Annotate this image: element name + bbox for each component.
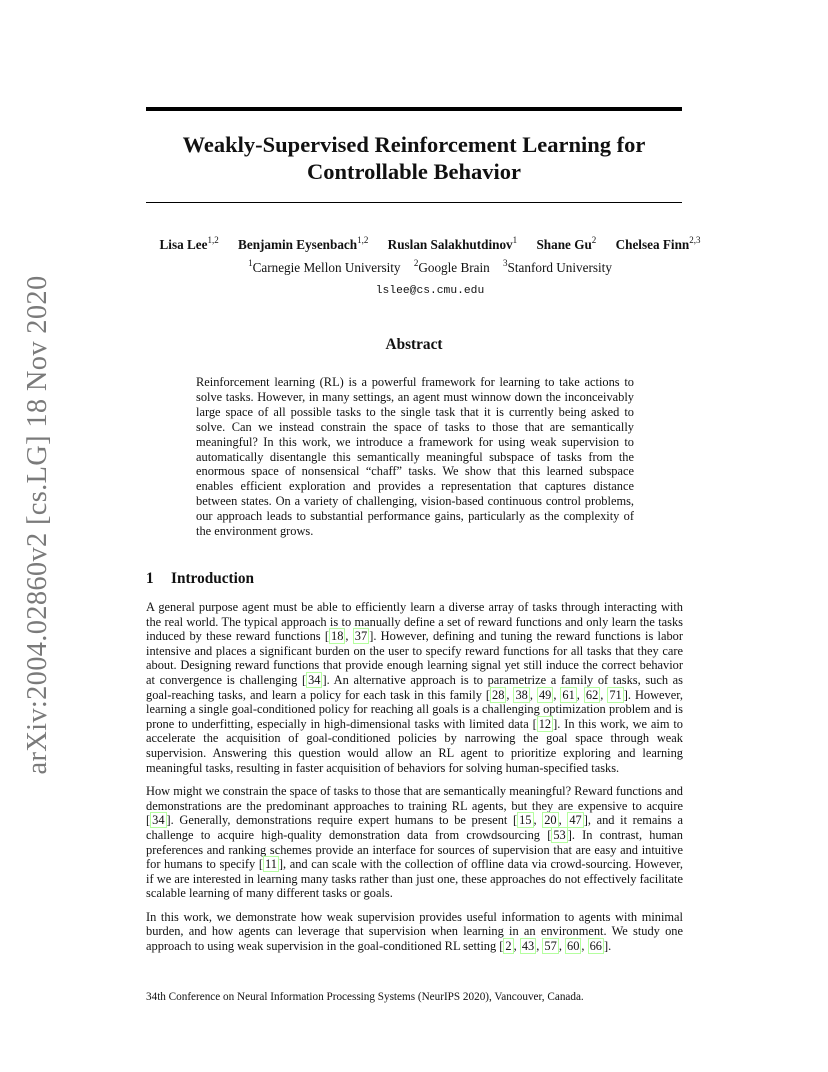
- citation-link[interactable]: 18: [331, 629, 344, 644]
- paragraph: In this work, we demonstrate how weak supervision provides useful information to agents with minimal burden, and how agents can leverage that supervision when learning in an environment. We study one approach to using weak supervision in the goal-conditioned RL setting [ 2 , 43 , 57 , 60 , 66 ].: [146, 909, 683, 954]
- citation-link[interactable]: 49: [538, 687, 552, 702]
- citation-link[interactable]: 28: [492, 687, 505, 702]
- citation-link[interactable]: 20: [544, 813, 557, 828]
- author-affil-mark: 2,3: [689, 235, 701, 245]
- author: [616, 237, 701, 252]
- author-name: Chelsea Finn: [615, 237, 690, 252]
- citation-link[interactable]: 60: [567, 939, 580, 954]
- citation-link[interactable]: 47: [569, 813, 582, 828]
- paper-title: [146, 131, 682, 185]
- author: [238, 237, 368, 252]
- citation-link[interactable]: 43: [521, 939, 535, 954]
- author-affil-mark: 1,2: [357, 235, 369, 245]
- citation-link[interactable]: 34: [152, 813, 165, 828]
- citation-link[interactable]: 37: [354, 629, 368, 644]
- affiliation-name: Google Brain: [418, 260, 490, 275]
- author: [160, 237, 219, 252]
- arxiv-id-text: arXiv:2004.02860v2 [cs.LG] 18 Nov 2020: [22, 275, 53, 775]
- citation-link[interactable]: 66: [589, 939, 602, 954]
- title-rule-top: [146, 107, 682, 111]
- affiliation-mark: 1: [248, 258, 253, 268]
- contact-email[interactable]: lslee@cs.cmu.edu: [375, 285, 485, 297]
- affiliation: [248, 260, 400, 275]
- paragraph: How might we constrain the space of tasks to those that are semantically meaningful? Reward functions and demonstrations are the predominant approaches to training RL agents, but they are expensive to acquire [ 34 ]. Generally, demonstrations require expert humans to be present [ 15 , 20 , 47 ], and it remains a challenge to acquire high-quality demonstration data from crowdsourcing [ 53 ]. In contrast, human preferences and ranking schemes provide an interface for sources of supervision that are easy and intuitive for humans to specify [ 11 ], and can scale with the collection of offline data via crowd-sourcing. However, if we are interested in learning many tasks rather than just one, these approaches do not effectively facilitate scalable learning of many different tasks or goals.: [146, 784, 683, 901]
- title-rule-bottom: [146, 202, 682, 203]
- intro-body: [146, 600, 683, 963]
- author-affil-mark: 1: [512, 235, 518, 245]
- section-number: 1: [146, 570, 154, 587]
- citation-link[interactable]: 71: [609, 687, 622, 702]
- abstract-heading: Abstract: [385, 336, 443, 353]
- author-list: [100, 237, 760, 253]
- abstract-text: Reinforcement learning (RL) is a powerful framework for learning to take actions to solve tasks. However, in many settings, an agent must winnow down the inconceivably large space of all possible tasks to the single task that it is currently being asked to solve. Can we instead constrain the space of tasks to those that are semantically meaningful? In this work, we introduce a framework for using weak supervision to automatically disentangle this semantically meaningful subspace of tasks from the enormous space of nonsensical “chaff” tasks. We show that this learned subspace enables efficient exploration and provides a representation that captures distance between states. On a variety of challenging, vision-based continuous control problems, our approach leads to substantial performance gains, particularly as the complexity of the environment grows.: [196, 375, 634, 539]
- affiliation-mark: 3: [503, 258, 508, 268]
- arxiv-identifier: [18, 275, 58, 775]
- affiliation: [414, 260, 490, 275]
- conference-footnote: 34th Conference on Neural Information Processing Systems (NeurIPS 2020), Vancouver, Canada.: [146, 991, 584, 1003]
- citation-link[interactable]: 53: [553, 827, 566, 842]
- citation-link[interactable]: 38: [515, 687, 528, 702]
- citation-link[interactable]: 12: [538, 716, 552, 731]
- title-line-1: Weakly-Supervised Reinforcement Learning for: [182, 132, 646, 157]
- author-name: Lisa Lee: [159, 237, 208, 252]
- author-name: Shane Gu: [536, 237, 592, 252]
- author: [536, 237, 596, 252]
- citation-link[interactable]: 34: [308, 672, 321, 687]
- citation-link[interactable]: 62: [585, 687, 599, 702]
- affiliation-name: Carnegie Mellon University: [252, 260, 401, 275]
- title-line-2: Controllable Behavior: [307, 159, 521, 184]
- citation-link[interactable]: 11: [264, 857, 277, 872]
- citation-link[interactable]: 15: [519, 813, 532, 828]
- author-affil-mark: 1,2: [207, 235, 219, 245]
- citation-link[interactable]: 2: [505, 939, 512, 954]
- section-heading: [146, 570, 254, 588]
- citation-link[interactable]: 61: [562, 687, 575, 702]
- affiliation-name: Stanford University: [507, 260, 612, 275]
- affiliation-mark: 2: [413, 258, 419, 268]
- affiliation: [503, 260, 612, 275]
- paragraph: A general purpose agent must be able to efficiently learn a diverse array of tasks through interacting with the real world. The typical approach is to manually define a set of reward functions and only learn the tasks induced by these reward functions [ 18 , 37 ]. However, defining and tuning the reward functions is labor intensive and places a significant burden on the user to specify reward functions for all tasks that they care about. Designing reward functions that provide enough learning signal yet still induce the correct behavior at convergence is challenging [ 34 ]. An alternative approach is to parametrize a family of tasks, such as goal-reaching tasks, and learn a policy for each task in this family [ 28 , 38 , 49 , 61 , 62 , 71 ]. However, learning a single goal-conditioned policy for reaching all goals is a challenging optimization problem and is prone to underfitting, especially in high-dimensional tasks with limited data [ 12 ]. In this work, we aim to accelerate the acquisition of goal-conditioned policies by narrowing the goal space through weak supervision. Answering this question would allow an RL agent to prioritize exploring and learning meaningful tasks, resulting in faster acquisition of behaviors for solving human-specified tasks.: [146, 600, 684, 775]
- author-name: Ruslan Salakhutdinov: [387, 237, 513, 252]
- author-affil-mark: 2: [591, 235, 597, 245]
- section-title: Introduction: [171, 570, 255, 587]
- citation-link[interactable]: 57: [544, 939, 557, 954]
- affiliation-list: [100, 260, 760, 276]
- author: [388, 237, 517, 252]
- author-name: Benjamin Eysenbach: [238, 237, 358, 252]
